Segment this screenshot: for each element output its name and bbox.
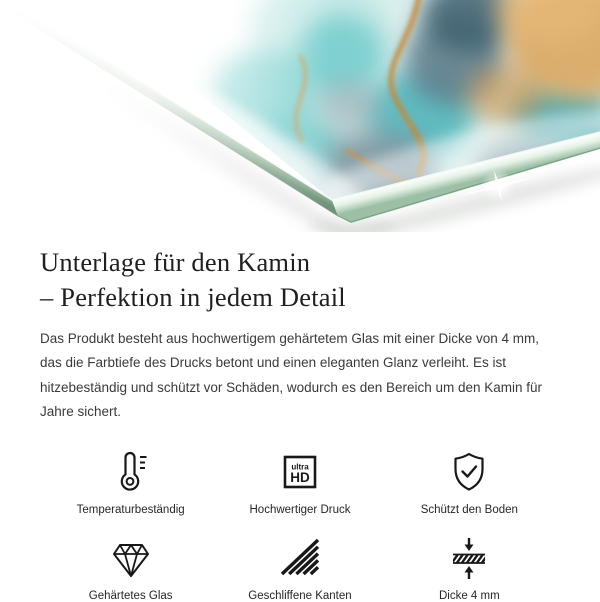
feature-label: Dicke 4 mm: [438, 590, 500, 602]
feature-polished-edges: [215, 534, 384, 602]
title-line-2: – Perfektion in jedem Detail: [40, 281, 346, 312]
feature-label: Geschliffene Kanten: [248, 590, 352, 602]
thermometer-icon: [107, 448, 155, 496]
thickness-icon: [445, 534, 493, 582]
feature-print-quality: [215, 448, 384, 516]
feature-label: Temperaturbeständig: [76, 504, 185, 517]
feature-label: Gehärtetes Glas: [88, 590, 173, 602]
polished-edges-icon: [276, 534, 324, 582]
product-photo: [0, 0, 600, 232]
shield-check-icon: [445, 448, 493, 496]
title-line-1: Unterlage für den Kamin: [40, 247, 311, 277]
ultra-hd-icon: [276, 448, 324, 496]
page-title: [40, 245, 560, 315]
feature-label: Hochwertiger Druck: [249, 504, 351, 517]
feature-temperature: [46, 448, 215, 516]
feature-grid: [40, 448, 560, 602]
feature-thickness: [385, 534, 554, 602]
svg-text:ultra: ultra: [291, 462, 309, 472]
diamond-icon: [107, 534, 155, 582]
product-description: Das Produkt besteht aus hochwertigem gehärtetem Glas mit einer Dicke von 4 mm, das die Farbtiefe des Drucks betont und einen eleganten Glanz verleiht. Es ist hitzebeständig und schützt vor Schäden, wodurch es den Bereich um den Kamin für Jahre sichert.: [40, 330, 543, 419]
feature-label: Schützt den Boden: [420, 504, 518, 517]
glass-panel-image: [0, 0, 600, 232]
svg-text:HD: HD: [290, 470, 310, 486]
feature-tempered-glass: [46, 534, 215, 602]
product-info-section: [0, 245, 600, 602]
feature-floor-protection: [385, 448, 554, 516]
